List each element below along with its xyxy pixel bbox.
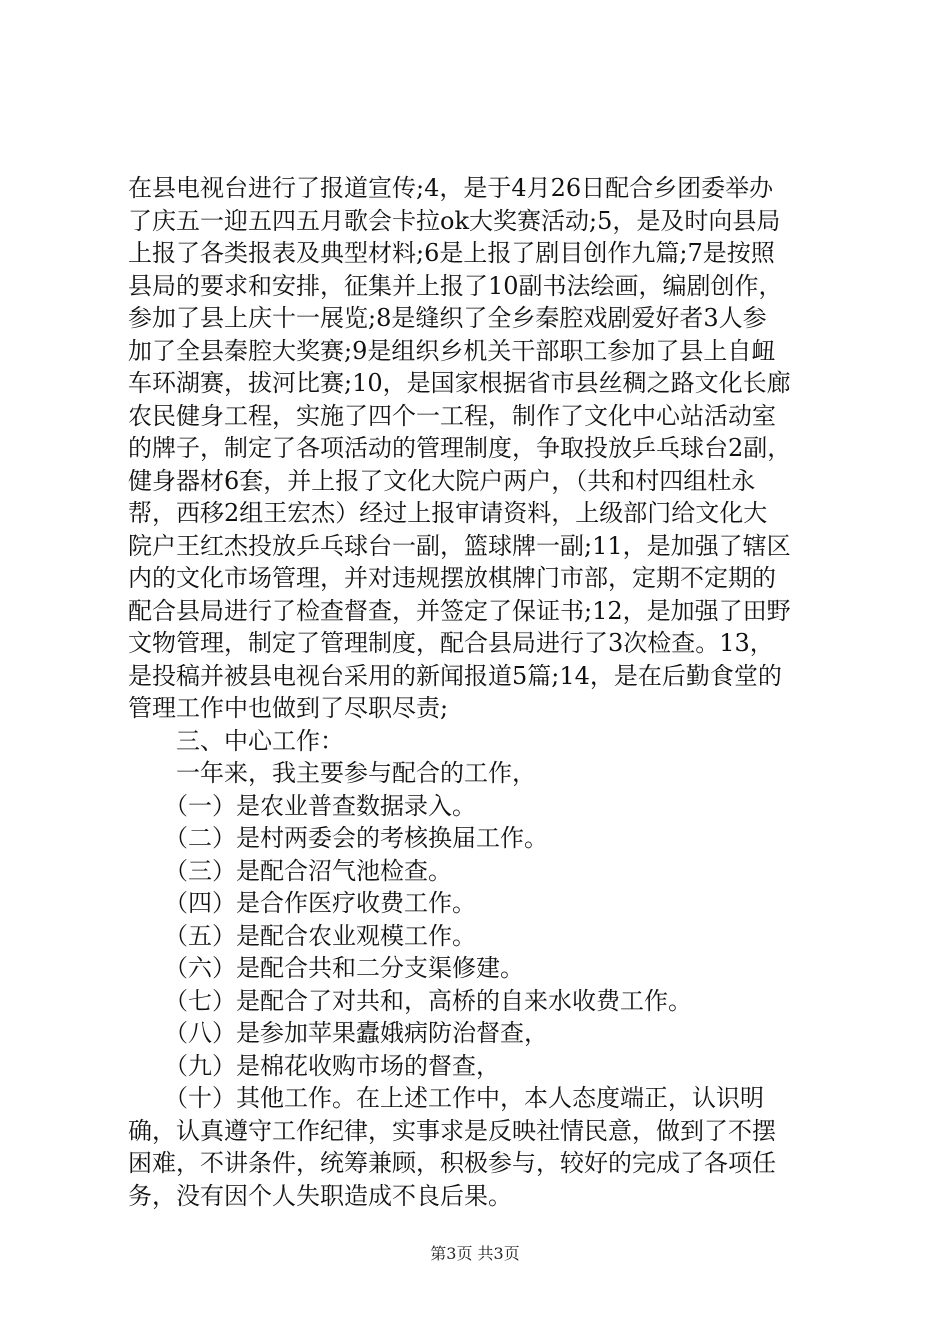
- text-line: 文物管理，制定了管理制度，配合县局进行了3次检查。13，: [128, 629, 774, 657]
- text-line: 三、中心工作：: [128, 726, 344, 755]
- text-line: 一年来，我主要参与配合的工作，: [128, 759, 536, 787]
- text-line: 农民健身工程，实施了四个一工程，制作了文化中心站活动室: [128, 401, 776, 430]
- text-line: 县局的要求和安排，征集并上报了10副书法绘画，编剧创作，: [128, 271, 783, 300]
- text-line: 加了全县秦腔大奖赛;9是组织乡机关干部职工参加了县上自衄: [128, 336, 776, 365]
- text-line: 院户王红杰投放乒乓球台一副，篮球牌一副;11，是加强了辖区: [128, 531, 791, 560]
- text-line: 务，没有因个人失职造成不良后果。: [128, 1181, 512, 1210]
- text-line: 是投稿并被县电视台采用的新闻报道5篇;14，是在后勤食堂的: [128, 661, 782, 690]
- text-line: 确，认真遵守工作纪律，实事求是反映社情民意，做到了不摆: [128, 1116, 776, 1145]
- text-line: （三）是配合沼气池检查。: [128, 856, 452, 885]
- body-text: [128, 172, 832, 1212]
- text-line: （四）是合作医疗收费工作。: [128, 889, 476, 917]
- text-line: 帮，西移2组王宏杰）经过上报审请资料，上级部门给文化大: [128, 499, 768, 527]
- text-line: （七）是配合了对共和，高桥的自来水收费工作。: [128, 986, 692, 1015]
- text-line: 配合县局进行了检查督查，并签定了保证书;12，是加强了田野: [128, 596, 791, 625]
- text-line: 参加了县上庆十一展览;8是缝织了全乡秦腔戏剧爱好者3人参: [128, 304, 767, 332]
- text-line: （五）是配合农业观模工作。: [128, 921, 476, 950]
- text-line: （九）是棉花收购市场的督查，: [128, 1051, 500, 1080]
- text-line: （二）是村两委会的考核换届工作。: [128, 824, 548, 852]
- text-line: 在县电视台进行了报道宣传;4，是于4月26日配合乡团委举办: [128, 174, 774, 202]
- text-line: 健身器材6套，并上报了文化大院户两户，（共和村四组杜永: [128, 466, 756, 495]
- text-line: 了庆五一迎五四五月歌会卡拉ok大奖赛活动;5，是及时向县局: [128, 206, 781, 235]
- text-line: （一）是农业普查数据录入。: [128, 791, 476, 820]
- text-line: 上报了各类报表及典型材料;6是上报了剧目创作九篇;7是按照: [128, 239, 775, 267]
- text-line: （八）是参加苹果蠹娥病防治督查，: [128, 1019, 548, 1047]
- text-line: 车环湖赛，拔河比赛;10，是国家根据省市县丝稠之路文化长廊: [128, 369, 791, 397]
- page-footer: 第3页 共3页: [430, 1244, 520, 1263]
- text-line: 困难，不讲条件，统筹兼顾，积极参与，较好的完成了各项任: [128, 1149, 776, 1177]
- text-line: 管理工作中也做到了尽职尽责;: [128, 694, 449, 722]
- text-line: （十）其他工作。在上述工作中，本人态度端正，认识明: [128, 1084, 764, 1112]
- text-line: 内的文化市场管理，并对违规摆放棋牌门市部，定期不定期的: [128, 564, 776, 592]
- text-line: 的牌子，制定了各项活动的管理制度，争取投放乒乓球台2副，: [128, 434, 792, 462]
- text-line: （六）是配合共和二分支渠修建。: [128, 954, 524, 982]
